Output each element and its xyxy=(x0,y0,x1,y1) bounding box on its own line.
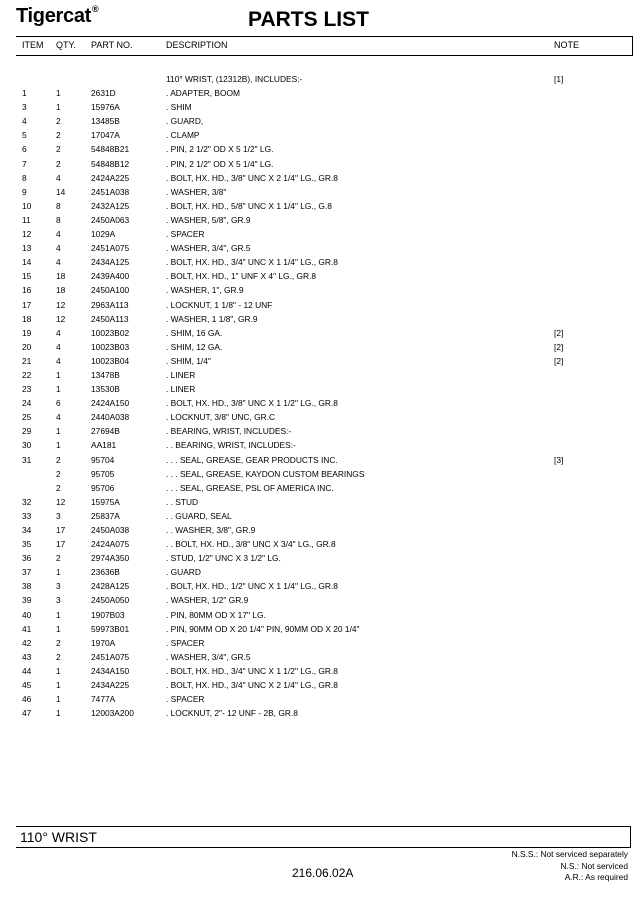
qty-cell: 12 xyxy=(56,299,66,310)
table-row xyxy=(16,396,632,410)
table-row xyxy=(16,368,632,382)
table-row xyxy=(16,636,632,650)
qty-cell: 4 xyxy=(56,243,61,254)
item-cell: 37 xyxy=(22,567,32,578)
description-cell: . . . SEAL, GREASE, GEAR PRODUCTS INC. xyxy=(166,454,338,465)
page-title: PARTS LIST xyxy=(248,8,369,31)
table-row xyxy=(16,382,632,396)
table-row xyxy=(16,692,632,706)
qty-cell: 2 xyxy=(56,651,61,662)
part-number-cell: 10023B04 xyxy=(91,355,130,366)
item-cell: 35 xyxy=(22,539,32,550)
brand-name: Tigercat xyxy=(16,5,92,27)
table-row xyxy=(16,128,632,142)
description-cell: . . WASHER, 3/8", GR.9 xyxy=(166,525,256,535)
part-number-cell: 12003A200 xyxy=(91,708,134,719)
description-cell: . SHIM, 12 GA. xyxy=(166,341,223,352)
qty-cell: 8 xyxy=(56,200,61,211)
part-number-cell: 25837A xyxy=(91,510,120,521)
part-number-cell: 2451A075 xyxy=(91,243,130,254)
description-cell: . LOCKNUT, 3/8" UNC, GR.C xyxy=(166,412,276,423)
item-cell: 20 xyxy=(22,341,32,352)
description-cell: . BOLT, HX. HD., 3/4" UNC X 1 1/4" LG., GR.8 xyxy=(166,257,338,268)
qty-cell: 6 xyxy=(56,398,61,409)
qty-cell: 2 xyxy=(56,116,61,127)
column-header-description: DESCRIPTION xyxy=(166,40,228,50)
description-cell: . . STUD xyxy=(166,496,199,507)
description-cell: . WASHER, 5/8", GR.9 xyxy=(166,214,251,225)
table-row xyxy=(16,114,632,128)
item-cell: 34 xyxy=(22,525,32,535)
item-cell: 19 xyxy=(22,327,32,338)
note-cell: [2] xyxy=(554,355,564,366)
part-number-cell: 1907B03 xyxy=(91,609,125,620)
description-cell: . SHIM xyxy=(166,102,192,113)
part-number-cell: 2434A125 xyxy=(91,257,130,268)
item-cell: 7 xyxy=(22,158,27,169)
table-row xyxy=(16,241,632,255)
page-number: 216.06.02A xyxy=(292,866,354,880)
part-number-cell: 1029A xyxy=(91,229,116,240)
description-cell: . SPACER xyxy=(166,637,205,648)
qty-cell: 8 xyxy=(56,214,61,225)
description-cell: . SHIM, 16 GA. xyxy=(166,327,223,338)
qty-cell: 12 xyxy=(56,313,66,324)
qty-cell: 3 xyxy=(56,510,61,521)
qty-cell: 1 xyxy=(56,609,61,620)
part-number-cell: 10023B02 xyxy=(91,327,130,338)
item-cell: 47 xyxy=(22,708,32,719)
part-number-cell: AA181 xyxy=(91,440,117,451)
description-cell: . PIN, 90MM OD X 20 1/4" PIN, 90MM OD X 20 1/4" xyxy=(166,623,360,634)
part-number-cell: 13530B xyxy=(91,384,120,395)
item-cell: 4 xyxy=(22,116,27,127)
section-title: 110° WRIST xyxy=(20,829,97,845)
table-row xyxy=(16,255,632,269)
column-header-qty: QTY. xyxy=(56,40,76,50)
column-header-item: ITEM xyxy=(22,40,44,50)
part-number-cell: 10023B03 xyxy=(91,341,130,352)
table-row xyxy=(16,283,632,297)
item-cell: 9 xyxy=(22,186,27,197)
part-number-cell: 2450A100 xyxy=(91,285,130,296)
part-number-cell: 2450A050 xyxy=(91,595,130,606)
description-cell: . . . SEAL, GREASE, KAYDON CUSTOM BEARINGS xyxy=(166,468,365,479)
qty-cell: 2 xyxy=(56,482,61,493)
part-number-cell: 17047A xyxy=(91,130,120,141)
qty-cell: 1 xyxy=(56,680,61,691)
qty-cell: 4 xyxy=(56,355,61,366)
part-number-cell: 13478B xyxy=(91,369,120,380)
description-cell: . GUARD xyxy=(166,567,201,578)
table-row xyxy=(16,523,632,537)
table-row xyxy=(16,157,632,171)
item-cell: 44 xyxy=(22,665,32,676)
table-row xyxy=(16,481,632,495)
part-number-cell: 2440A038 xyxy=(91,412,130,423)
table-row xyxy=(16,410,632,424)
description-cell: . PIN, 2 1/2" OD X 5 1/2" LG. xyxy=(166,144,274,155)
qty-cell: 3 xyxy=(56,595,61,606)
table-row xyxy=(16,509,632,523)
description-cell: 110° WRIST, (12312B), INCLUDES:- xyxy=(166,74,303,84)
table-row xyxy=(16,213,632,227)
qty-cell: 12 xyxy=(56,496,66,507)
part-number-cell: 2428A125 xyxy=(91,581,130,592)
part-number-cell: 15975A xyxy=(91,496,120,507)
part-number-cell: 95704 xyxy=(91,454,115,465)
part-number-cell: 1970A xyxy=(91,637,116,648)
part-number-cell: 2450A113 xyxy=(91,313,129,324)
item-cell: 6 xyxy=(22,144,27,155)
description-cell: . . BOLT, HX. HD., 3/8" UNC X 3/4" LG., GR.8 xyxy=(166,539,336,550)
qty-cell: 1 xyxy=(56,426,61,437)
item-cell: 32 xyxy=(22,496,32,507)
qty-cell: 3 xyxy=(56,581,61,592)
part-number-cell: 13485B xyxy=(91,116,120,127)
table-row xyxy=(16,100,632,114)
abbreviation-legend xyxy=(512,849,628,884)
qty-cell: 2 xyxy=(56,130,61,141)
qty-cell: 14 xyxy=(56,186,66,197)
description-cell: . . BEARING, WRIST, INCLUDES:- xyxy=(166,440,296,451)
qty-cell: 2 xyxy=(56,158,61,169)
legend-line-nss: N.S.S.: Not serviced separately xyxy=(511,849,628,859)
description-cell: . WASHER, 1 1/8", GR.9 xyxy=(166,313,258,324)
qty-cell: 18 xyxy=(56,285,66,296)
table-row xyxy=(16,579,632,593)
item-cell: 42 xyxy=(22,637,32,648)
part-number-cell: 2451A075 xyxy=(91,651,130,662)
description-cell: . PIN, 2 1/2" OD X 5 1/4" LG. xyxy=(166,158,274,169)
item-cell: 46 xyxy=(22,694,32,705)
part-number-cell: 95705 xyxy=(91,468,115,479)
qty-cell: 1 xyxy=(56,369,61,380)
column-header-part: PART NO. xyxy=(91,40,133,50)
description-cell: . BOLT, HX. HD., 3/4" UNC X 2 1/4" LG., GR.8 xyxy=(166,680,338,691)
item-cell: 12 xyxy=(22,229,32,240)
qty-cell: 2 xyxy=(56,144,61,155)
qty-cell: 17 xyxy=(56,539,66,550)
part-number-cell: 2974A350 xyxy=(91,553,130,564)
part-number-cell: 2439A400 xyxy=(91,271,130,282)
qty-cell: 1 xyxy=(56,567,61,578)
qty-cell: 1 xyxy=(56,665,61,676)
table-row xyxy=(16,326,632,340)
item-cell: 16 xyxy=(22,285,32,296)
table-row xyxy=(16,467,632,481)
item-cell: 31 xyxy=(22,454,32,465)
part-number-cell: 7477A xyxy=(91,694,116,705)
description-cell: . SPACER xyxy=(166,694,205,705)
note-cell: [1] xyxy=(554,74,564,84)
table-row xyxy=(16,227,632,241)
qty-cell: 4 xyxy=(56,229,61,240)
table-row xyxy=(16,608,632,622)
table-row xyxy=(16,86,632,100)
item-cell: 11 xyxy=(22,214,31,225)
table-row xyxy=(16,495,632,509)
table-row xyxy=(16,142,632,156)
part-number-cell: 59973B01 xyxy=(91,623,130,634)
legend-line-ar: A.R.: As required xyxy=(564,872,628,882)
table-row xyxy=(16,72,632,86)
item-cell: 14 xyxy=(22,257,32,268)
item-cell: 23 xyxy=(22,384,32,395)
table-row xyxy=(16,438,632,452)
item-cell: 40 xyxy=(22,609,32,620)
item-cell: 39 xyxy=(22,595,32,606)
description-cell: . BOLT, HX. HD., 3/4" UNC X 1 1/2" LG., GR.8 xyxy=(166,665,338,676)
description-cell: . WASHER, 3/8" xyxy=(166,186,227,197)
part-number-cell: 54848B12 xyxy=(91,158,130,169)
description-cell: . BOLT, HX. HD., 3/8" UNC X 1 1/2" LG., GR.8 xyxy=(166,398,338,409)
description-cell: . WASHER, 3/4", GR.5 xyxy=(166,651,251,662)
qty-cell: 2 xyxy=(56,468,61,479)
description-cell: . . . SEAL, GREASE, PSL OF AMERICA INC. xyxy=(166,482,334,493)
item-cell: 3 xyxy=(22,102,27,113)
qty-cell: 18 xyxy=(56,271,66,282)
description-cell: . BOLT, HX. HD., 5/8" UNC X 1 1/4" LG., G.8 xyxy=(166,200,332,211)
legend-line-ns: N.S.: Not serviced xyxy=(560,860,628,871)
item-cell: 45 xyxy=(22,680,32,691)
item-cell: 13 xyxy=(22,243,32,254)
part-number-cell: 2434A225 xyxy=(91,680,130,691)
table-row xyxy=(16,298,632,312)
part-number-cell: 2450A038 xyxy=(91,525,130,535)
description-cell: . WASHER, 3/4", GR.5 xyxy=(166,243,251,254)
item-cell: 30 xyxy=(22,440,32,451)
table-row xyxy=(16,650,632,664)
part-number-cell: 2432A125 xyxy=(91,200,130,211)
part-number-cell: 23636B xyxy=(91,567,120,578)
qty-cell: 1 xyxy=(56,440,61,451)
table-row xyxy=(16,185,632,199)
part-number-cell: 95706 xyxy=(91,482,115,493)
table-row xyxy=(16,593,632,607)
qty-cell: 4 xyxy=(56,341,61,352)
item-cell: 33 xyxy=(22,510,32,521)
description-cell: . BEARING, WRIST, INCLUDES:- xyxy=(166,426,292,437)
table-row xyxy=(16,424,632,438)
table-row xyxy=(16,312,632,326)
description-cell: . SPACER xyxy=(166,229,205,240)
description-cell: . LINER xyxy=(166,384,196,395)
item-cell: 10 xyxy=(22,200,32,211)
qty-cell: 2 xyxy=(56,553,61,564)
table-row xyxy=(16,678,632,692)
table-row xyxy=(16,622,632,636)
qty-cell: 1 xyxy=(56,694,61,705)
part-number-cell: 2450A063 xyxy=(91,214,130,225)
item-cell: 38 xyxy=(22,581,32,592)
column-header-note: NOTE xyxy=(554,40,580,50)
item-cell: 41 xyxy=(22,623,32,634)
qty-cell: 2 xyxy=(56,637,61,648)
item-cell: 21 xyxy=(22,355,32,366)
item-cell: 22 xyxy=(22,369,32,380)
table-row xyxy=(16,664,632,678)
description-cell: . . GUARD, SEAL xyxy=(166,510,232,521)
description-cell: . STUD, 1/2" UNC X 3 1/2" LG. xyxy=(166,553,281,564)
note-cell: [2] xyxy=(554,341,564,352)
description-cell: . WASHER, 1/2" GR.9 xyxy=(166,595,249,606)
table-row xyxy=(16,199,632,213)
part-number-cell: 2424A225 xyxy=(91,172,130,183)
table-row xyxy=(16,565,632,579)
item-cell: 15 xyxy=(22,271,32,282)
description-cell: . SHIM, 1/4" xyxy=(166,355,211,366)
description-cell: . LINER xyxy=(166,369,196,380)
qty-cell: 1 xyxy=(56,708,61,719)
description-cell: . ADAPTER, BOOM xyxy=(166,88,240,99)
table-row xyxy=(16,269,632,283)
table-header xyxy=(16,36,633,56)
description-cell: . GUARD, xyxy=(166,116,204,127)
qty-cell: 4 xyxy=(56,412,61,423)
description-cell: . BOLT, HX. HD., 1/2" UNC X 1 1/4" LG., GR.8 xyxy=(166,581,338,592)
part-number-cell: 54848B21 xyxy=(91,144,130,155)
item-cell: 43 xyxy=(22,651,32,662)
qty-cell: 4 xyxy=(56,327,61,338)
qty-cell: 1 xyxy=(56,102,61,113)
item-cell: 8 xyxy=(22,172,27,183)
table-row xyxy=(16,171,632,185)
table-row xyxy=(16,354,632,368)
table-row xyxy=(16,453,632,467)
part-number-cell: 2424A150 xyxy=(91,398,130,409)
table-row xyxy=(16,340,632,354)
description-cell: . WASHER, 1", GR.9 xyxy=(166,285,244,296)
item-cell: 24 xyxy=(22,398,32,409)
item-cell: 36 xyxy=(22,553,32,564)
description-cell: . PIN, 80MM OD X 17" LG. xyxy=(166,609,266,620)
qty-cell: 2 xyxy=(56,454,61,465)
qty-cell: 4 xyxy=(56,172,61,183)
part-number-cell: 2963A113 xyxy=(91,299,129,310)
note-cell: [3] xyxy=(554,454,564,465)
item-cell: 25 xyxy=(22,412,32,423)
part-number-cell: 2424A075 xyxy=(91,539,130,550)
description-cell: . CLAMP xyxy=(166,130,200,141)
item-cell: 5 xyxy=(22,130,27,141)
part-number-cell: 2631D xyxy=(91,88,116,99)
note-cell: [2] xyxy=(554,327,564,338)
description-cell: . BOLT, HX. HD., 1" UNF X 4" LG., GR.8 xyxy=(166,271,317,282)
qty-cell: 1 xyxy=(56,88,61,99)
item-cell: 29 xyxy=(22,426,32,437)
table-row xyxy=(16,537,632,551)
registered-mark: ® xyxy=(92,4,99,14)
qty-cell: 4 xyxy=(56,257,61,268)
description-cell: . LOCKNUT, 2"- 12 UNF - 2B, GR.8 xyxy=(166,708,298,719)
part-number-cell: 2451A038 xyxy=(91,186,130,197)
item-cell: 1 xyxy=(22,88,27,99)
item-cell: 18 xyxy=(22,313,32,324)
table-row xyxy=(16,551,632,565)
brand-logo xyxy=(16,4,98,28)
item-cell: 17 xyxy=(22,299,32,310)
qty-cell: 1 xyxy=(56,384,61,395)
part-number-cell: 15976A xyxy=(91,102,120,113)
qty-cell: 1 xyxy=(56,623,61,634)
table-row xyxy=(16,706,632,720)
description-cell: . BOLT, HX. HD., 3/8" UNC X 2 1/4" LG., GR.8 xyxy=(166,172,338,183)
part-number-cell: 27694B xyxy=(91,426,120,437)
qty-cell: 17 xyxy=(56,525,66,535)
description-cell: . LOCKNUT, 1 1/8" - 12 UNF xyxy=(166,299,273,310)
footer-section-box xyxy=(16,826,631,848)
part-number-cell: 2434A150 xyxy=(91,665,130,676)
parts-table xyxy=(16,72,632,720)
